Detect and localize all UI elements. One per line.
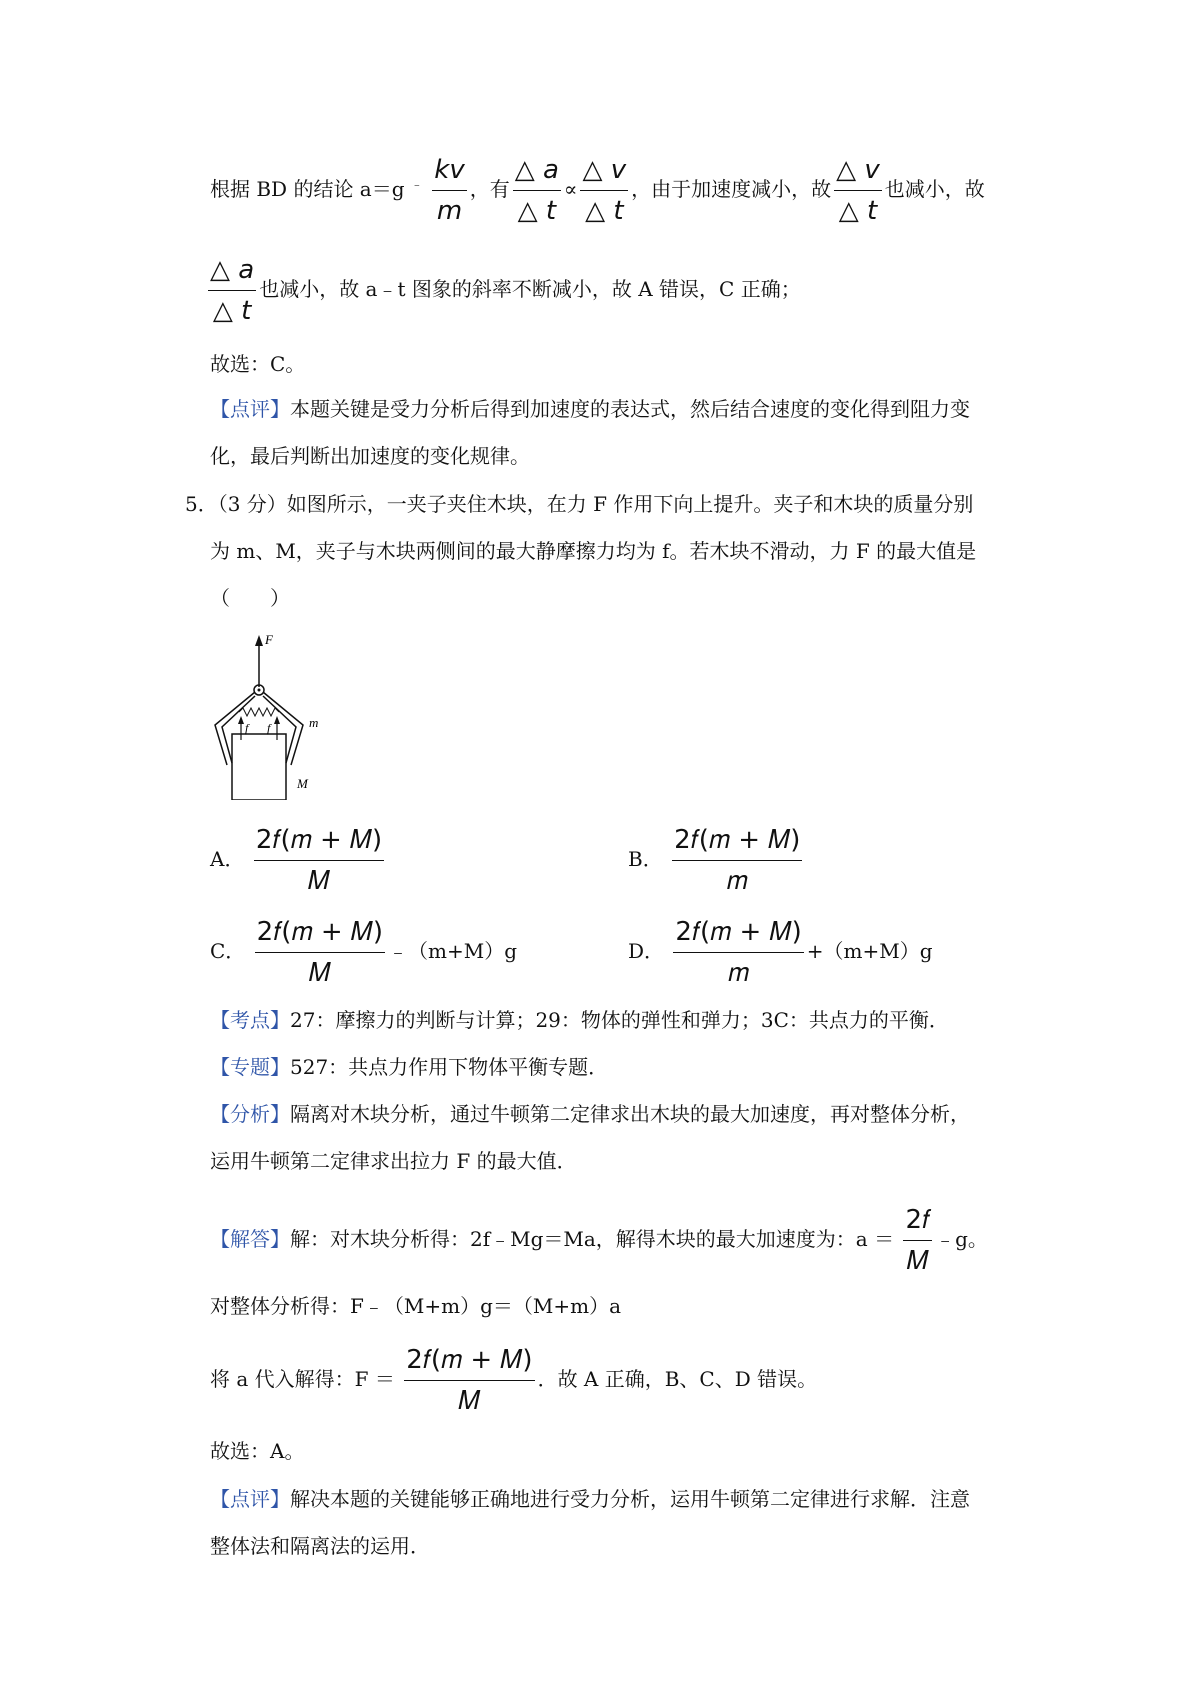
option-C[interactable]: [210, 912, 517, 993]
denominator: △ t: [517, 196, 557, 226]
denominator: m: [436, 196, 463, 226]
denominator: 𝑀: [307, 866, 330, 896]
fraction-dv-dt: [580, 150, 628, 231]
label-f-left: f: [245, 721, 249, 735]
clamp-diagram: [205, 630, 355, 800]
label-F: F: [265, 632, 273, 647]
option-fraction: [255, 912, 385, 993]
clamp-figure: [205, 630, 355, 800]
label-m: m: [309, 715, 319, 730]
comment-tag: 【点评】: [210, 1487, 290, 1511]
fenxi-tag: 【分析】: [210, 1102, 290, 1126]
option-B[interactable]: [628, 820, 805, 901]
comment2-line-1: [210, 1485, 970, 1513]
option-tail: +（m+M）g: [806, 939, 933, 963]
text: 也减小，故: [884, 177, 985, 201]
numerator: 2𝑓(𝑚 + 𝑀): [406, 1345, 533, 1375]
minus-sign: ﹣: [410, 177, 423, 191]
numerator: 2𝑓: [905, 1205, 931, 1235]
proportional-sign: ∝: [563, 177, 578, 201]
label-f-right: f: [267, 721, 271, 735]
kaodian-tag: 【考点】: [210, 1008, 290, 1032]
denominator: 𝑀: [906, 1246, 929, 1276]
fraction-F-result: [404, 1340, 534, 1421]
fraction-dv-dt-2: [834, 150, 882, 231]
fenxi-line-1: [210, 1100, 970, 1128]
text: 27：摩擦力的判断与计算；29：物体的弹性和弹力；3C：共点力的平衡．: [290, 1008, 949, 1032]
fraction-2f-M: [903, 1200, 932, 1281]
option-label: B．: [628, 847, 663, 871]
zhuanti-tag: 【专题】: [210, 1055, 290, 1079]
numerator: △ a: [514, 155, 559, 185]
final-answer-line: 故选：A。: [210, 1439, 305, 1463]
numerator: kv: [434, 155, 465, 185]
solution-line-1: [210, 150, 985, 231]
text: 本题关键是受力分析后得到加速度的表达式，然后结合速度的变化得到阻力变: [290, 397, 970, 421]
text: ．故 A 正确，B、C、D 错误。: [537, 1367, 818, 1391]
text: 根据 BD 的结论 a＝g: [210, 177, 405, 201]
comment-tag: 【点评】: [210, 397, 290, 421]
kaodian-line: [210, 1006, 949, 1034]
text: ﹣g。: [935, 1227, 988, 1251]
comment-line-2: 化，最后判断出加速度的变化规律。: [210, 444, 530, 468]
fenxi-line-2: 运用牛顿第二定律求出拉力 F 的最大值．: [210, 1149, 577, 1173]
comment2-line-2: 整体法和隔离法的运用．: [210, 1534, 430, 1558]
option-label: D．: [628, 939, 665, 963]
option-tail: ﹣（m+M）g: [388, 939, 518, 963]
text: 527：共点力作用下物体平衡专题．: [290, 1055, 609, 1079]
denominator: △ t: [585, 196, 624, 226]
fraction-da-dt-2: [208, 250, 256, 331]
numerator: △ v: [582, 155, 627, 185]
text: ，有: [469, 177, 510, 201]
option-A[interactable]: [210, 820, 387, 901]
numerator: 2𝑓(𝑚 + 𝑀): [256, 917, 384, 947]
answer-line: 故选：C。: [210, 352, 306, 376]
denominator: △ t: [212, 296, 252, 326]
question-5-line-2: 为 m、M，夹子与木块两侧间的最大静摩擦力均为 f。若木块不滑动，力 F 的最大值是: [210, 539, 977, 563]
numerator: △ a: [210, 255, 255, 285]
fraction-da-dt: [513, 150, 561, 231]
option-label: C．: [210, 939, 246, 963]
denominator: 𝑚: [728, 958, 750, 988]
denominator: 𝑀: [308, 958, 331, 988]
text: ，由于加速度减小，故: [631, 177, 832, 201]
jieda-line-2: 对整体分析得：F﹣（M+m）g＝（M+m）a: [210, 1294, 622, 1318]
denominator: 𝑀: [458, 1386, 481, 1416]
option-fraction: [673, 912, 803, 993]
text: 将 a 代入解得：F ＝: [210, 1367, 395, 1391]
numerator: 2𝑓(𝑚 + 𝑀): [675, 917, 802, 947]
option-D[interactable]: [628, 912, 933, 993]
text: 解决本题的关键能够正确地进行受力分析，运用牛顿第二定律进行求解．注意: [290, 1487, 970, 1511]
denominator: △ t: [838, 196, 878, 226]
option-fraction: [254, 820, 384, 901]
option-fraction: [672, 820, 802, 901]
numerator: 2𝑓(𝑚 + 𝑀): [255, 825, 383, 855]
jieda-line-3: [210, 1340, 817, 1421]
option-label: A．: [210, 847, 245, 871]
numerator: 2𝑓(𝑚 + 𝑀): [674, 825, 801, 855]
question-5-line-1: 5．（3 分）如图所示，一夹子夹住木块，在力 F 作用下向上提升。夹子和木块的质量分别: [185, 492, 974, 516]
solution-line-2: [205, 250, 801, 331]
question-5-line-3: （ ）: [210, 586, 290, 610]
numerator: △ v: [836, 155, 880, 185]
comment-line-1: [210, 395, 970, 423]
text: 也减小，故 a﹣t 图象的斜率不断减小，故 A 错误，C 正确；: [259, 277, 801, 301]
denominator: 𝑚: [726, 866, 748, 896]
fraction-kv-m: [432, 150, 466, 231]
label-M: M: [297, 776, 308, 791]
jieda-tag: 【解答】: [210, 1227, 290, 1251]
zhuanti-line: [210, 1053, 608, 1081]
text: 解：对木块分析得：2f﹣Mg＝Ma，解得木块的最大加速度为：a ＝: [290, 1227, 895, 1251]
text: 隔离对木块分析，通过牛顿第二定律求出木块的最大加速度，再对整体分析，: [290, 1102, 970, 1126]
jieda-line-1: [210, 1200, 988, 1281]
